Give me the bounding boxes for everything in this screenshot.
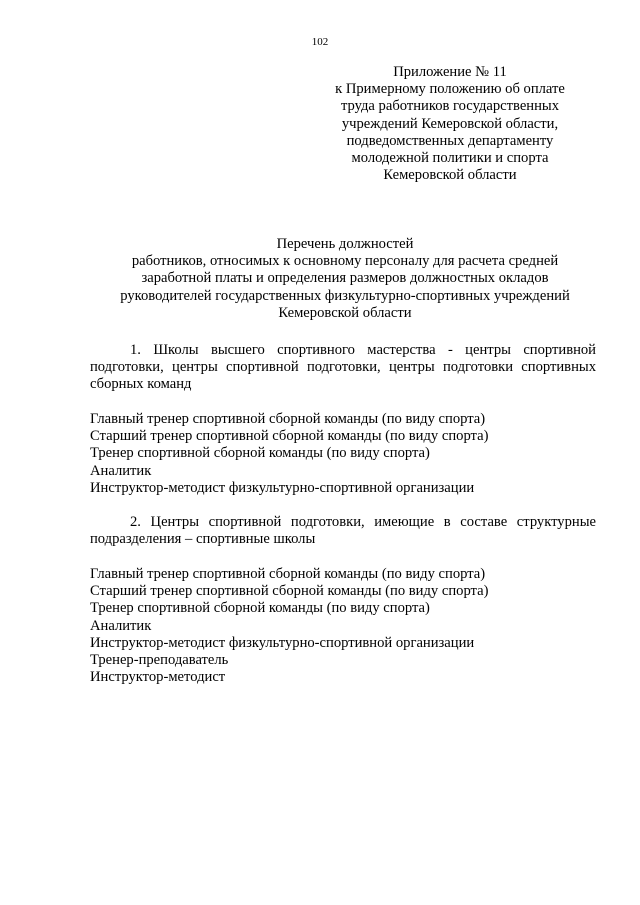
position-item: Главный тренер спортивной сборной команды (по виду спорта) xyxy=(90,566,486,582)
position-item: Аналитик xyxy=(90,462,152,479)
position-item: Старший тренер спортивной сборной команды (по виду спорта) xyxy=(90,428,489,445)
position-item: Инструктор-методист физкультурно-спортивной организации xyxy=(90,479,475,496)
appendix-line: подведомственных департаменту xyxy=(346,132,554,149)
position-item: Тренер-преподаватель xyxy=(90,652,229,669)
position-item: Инструктор-методист xyxy=(90,669,226,686)
section-1-positions xyxy=(90,411,596,497)
appendix-line: труда работников государственных xyxy=(340,98,560,115)
page-number: 102 xyxy=(311,36,329,48)
appendix-line: Кемеровской области xyxy=(383,167,517,184)
title-line: руководителей государственных физкультурно-спортивных учреждений xyxy=(120,287,570,304)
title-line: Кемеровской области xyxy=(278,304,412,321)
position-item: Главный тренер спортивной сборной команды (по виду спорта) xyxy=(90,411,486,427)
title-line: Перечень должностей xyxy=(276,236,414,252)
position-item: Аналитик xyxy=(90,617,152,634)
position-item: Старший тренер спортивной сборной команды (по виду спорта) xyxy=(90,583,489,600)
appendix-line: к Примерному положению об оплате xyxy=(335,81,565,98)
title-line: заработной платы и определения размеров должностных окладов xyxy=(141,270,549,287)
appendix-header xyxy=(320,64,580,184)
section-2-positions xyxy=(90,566,596,686)
title-line: работников, относимых к основному персоналу для расчета средней xyxy=(131,253,559,270)
appendix-line: учреждений Кемеровской области, xyxy=(341,115,559,132)
section-2-heading: 2. Центры спортивной подготовки, имеющие в составе структурные подразделения – спортивные школы xyxy=(90,514,596,548)
position-item: Тренер спортивной сборной команды (по виду спорта) xyxy=(90,445,430,462)
section-1-heading: 1. Школы высшего спортивного мастерства - центры спортивной подготовки, центры спортивной подготовки, центры подготовки спортивных сборных команд xyxy=(90,342,596,393)
position-item: Инструктор-методист физкультурно-спортивной организации xyxy=(90,634,475,651)
appendix-line: Приложение № 11 xyxy=(393,64,507,80)
position-item: Тренер спортивной сборной команды (по виду спорта) xyxy=(90,600,430,617)
appendix-line: молодежной политики и спорта xyxy=(351,150,549,167)
document-title xyxy=(90,236,600,322)
